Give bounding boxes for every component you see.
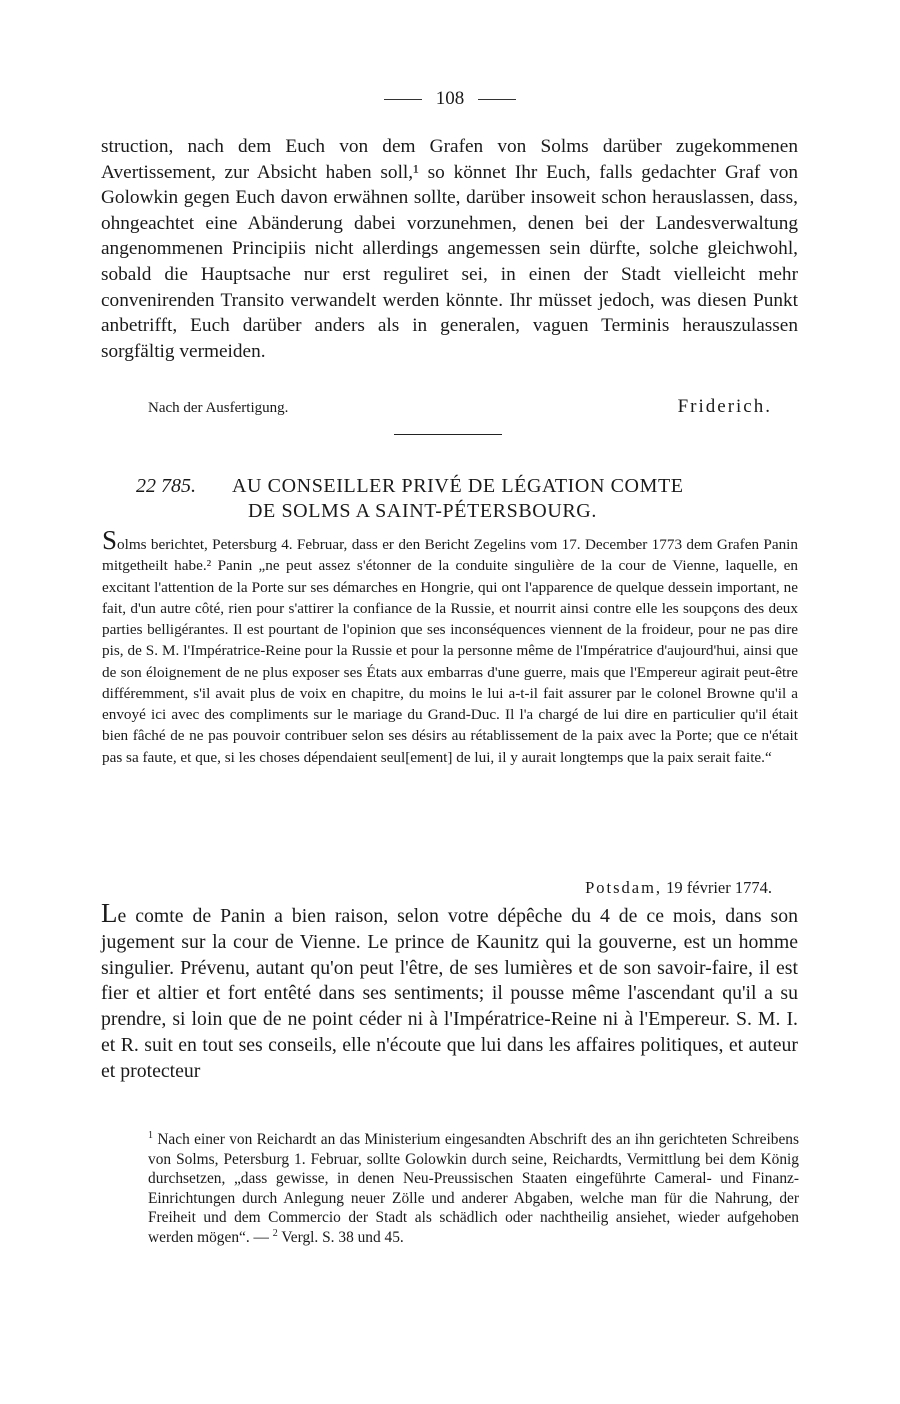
heading-line-1: AU CONSEILLER PRIVÉ DE LÉGATION COMTE <box>232 475 684 497</box>
document-number: 22 785. <box>136 475 196 497</box>
letter-body-continuation <box>101 134 798 364</box>
letter-body <box>101 898 798 1085</box>
signature-row <box>148 396 772 422</box>
header-rule-left <box>384 99 422 100</box>
page-number: 108 <box>435 88 465 109</box>
report-summary <box>102 525 798 768</box>
footnote-2-text: Vergl. S. 38 und 45. <box>277 1228 404 1246</box>
summary-text: olms berichtet, Petersburg 4. Februar, dass er den Bericht Zegelins vom 17. December 1773 dem Grafen Panin mitgetheilt habe.² Panin „ne peut assez s'étonner de la conduite singulière de la cour de Vienne, laquelle, en excitant l'attention de la Porte sur ses démarches en Hongrie, qui ont l'apparence de quelque dessein important, ne fait, d'un autre côté, rien pour s'attirer la confiance de la Russie, et nourrit ainsi contre elle les soupçons des deux parties belligérantes. Il est pourtant de l'opinion que ses inconséquences viennent de la froideur, pour ne pas dire pis, de S. M. l'Impératrice-Reine pour la Russie et pour la personne même de l'Impératrice d'aujourd'hui, ainsi que de son éloignement de ne plus exposer ses États aux embarras d'une guerre, mais que l'Empereur agirait peut-être différemment, s'il avait plus de voix en chapitre, du moins le lui a-t-il fait assurer par le colonel Browne qu'il a envoyé ici avec des compliments sur le mariage du Grand-Duc. Il l'a chargé de lui dire en particulier qu'il était bien fâché de ne pas pouvoir contribuer selon ses désirs au rétablissement de la paix avec la Porte; que ce n'était pas sa faute, et que, si les choses dépendaient seul[ement] de lui, il y aurait longtemps que la paix serait faite.“ <box>102 536 798 766</box>
header-rule-right <box>478 99 516 100</box>
summary-initial: S <box>102 525 118 555</box>
dateline <box>0 878 772 898</box>
footnote-marker-1: 1 <box>148 1129 153 1141</box>
dateline-place: Potsdam, <box>585 878 663 897</box>
letter-initial: L <box>101 898 118 928</box>
continuation-paragraph: struction, nach dem Euch von dem Grafen von Solms darüber zugekommenen Avertissement, zur Absicht haben soll,¹ so könnet Ihr Euch, falls gedachter Graf von Golowkin gegen Euch davon erwähnen sollte, darüber insoweit schon herauslassen, dass, ohngeachtet eine Abänderung dabei vorzunehmen, denen bei der Landesverwaltung angenommenen Principiis nicht allerdings angemessen sein dürfte, solche gleichwohl, sobald die Hauptsache nur erst reguliret sei, in einen der Stadt vielleicht mehr convenirenden Transito verwandelt werden könnte. Ihr müsset jedoch, was diesen Punkt anbetrifft, Euch darüber anders als in generalen, vaguen Terminis herauszulassen sorgfältig vermeiden. <box>101 136 798 362</box>
section-divider <box>394 434 502 435</box>
dateline-date: 19 février 1774. <box>662 878 772 897</box>
source-note: Nach der Ausfertigung. <box>148 400 289 416</box>
page-header <box>0 88 900 110</box>
footnotes <box>102 1130 799 1247</box>
footnote-1-text: Nach einer von Reichardt an das Ministerium eingesandten Abschrift des an ihn gerichteten Schreibens von Solms, Petersburg 1. Februar, sollte Golowkin durch seine, Reichardts, Vermittlung bei dem König durchsetzen, „dass gewisse, in denen Neu-Preussischen Staaten eingeführte Cameral- und Finanz-Einrichtungen durch Anlegung neuer Zölle und anderer Abgaben, welche man für die Nahrung, der Freiheit und dem Commercio der Stadt als schädlich oder nachtheilig ansiehet, wieder aufgehoben werden mögen“. — <box>148 1131 799 1246</box>
signature: Friderich. <box>677 396 772 417</box>
letter-text: e comte de Panin a bien raison, selon votre dépêche du 4 de ce mois, dans son jugement sur la cour de Vienne. Le prince de Kaunitz qui la gouverne, est un homme singulier. Prévenu, autant qu'on peut l'être, de ses lumières et de son savoir-faire, il est fier et altier et fort entêté dans ses sentiments; il pousse même l'ascendant qu'il a su prendre, si loin que de ne point céder ni à l'Impératrice-Reine ni à l'Empereur. S. M. I. et R. suit en tout ses conseils, elle n'écoute que lui dans les affaires politiques, et auteur et protecteur <box>101 905 798 1082</box>
heading-line-2: DE SOLMS A SAINT-PÉTERSBOURG. <box>248 500 597 522</box>
footnote-marker-2: 2 <box>272 1227 278 1239</box>
